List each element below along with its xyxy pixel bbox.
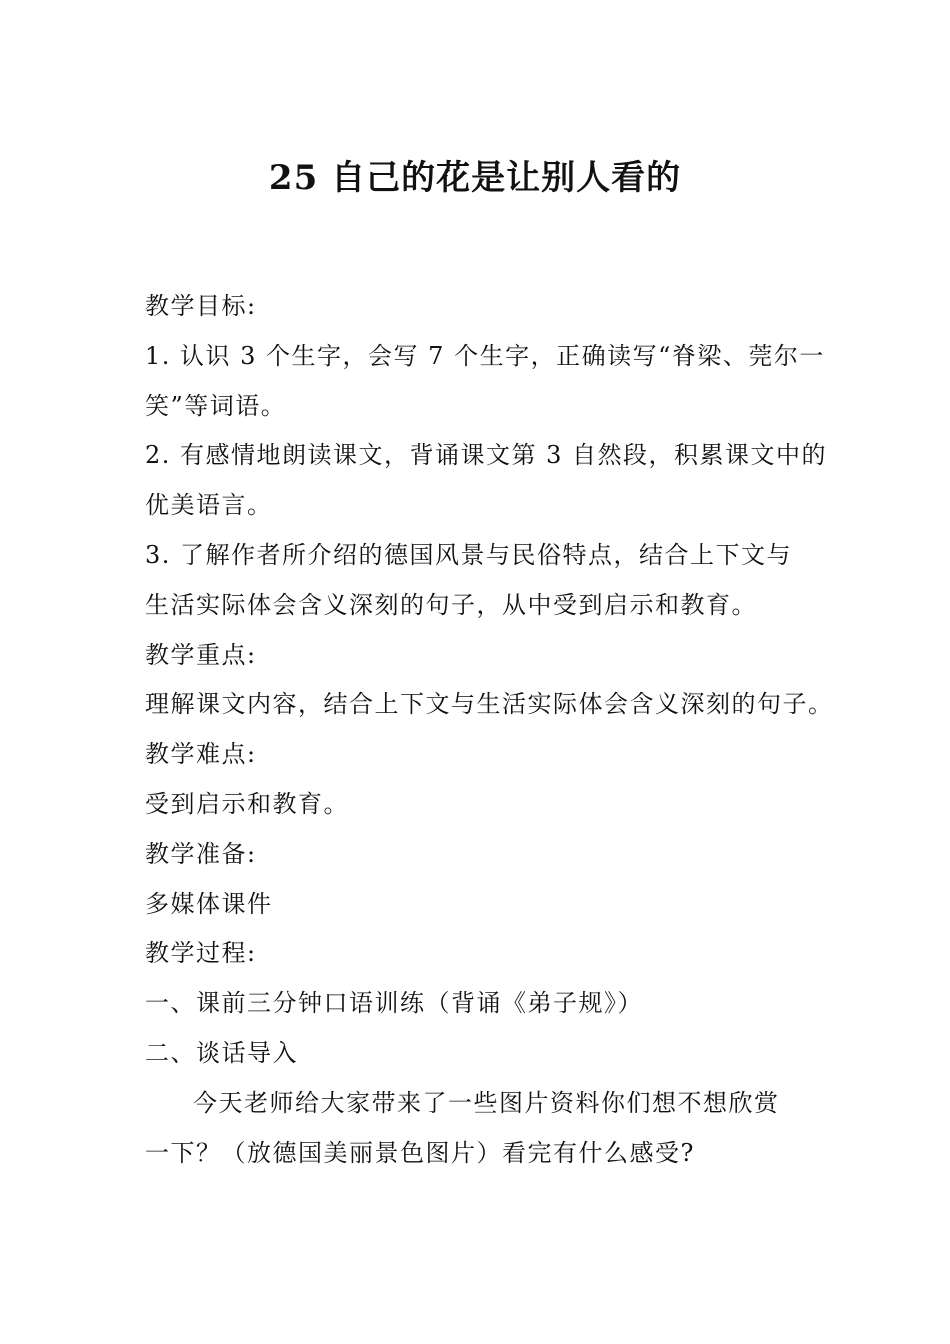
process-step-2: 二、谈话导入 (145, 1038, 298, 1067)
preparation-text: 多媒体课件 (145, 889, 273, 918)
goal-3-line-1: 3. 了解作者所介绍的德国风景与民俗特点，结合上下文与 (145, 540, 793, 569)
goal-1-line-1: 1. 认识 3 个生字，会写 7 个生字，正确读写“脊梁、莞尔一 (145, 341, 825, 370)
heading-process: 教学过程: (145, 939, 257, 968)
document-title: 25 自己的花是让别人看的 (268, 158, 682, 198)
goal-2-line-1: 2. 有感情地朗读课文，背诵课文第 3 自然段，积累课文中的 (145, 441, 828, 470)
paragraph-line-1: 今天老师给大家带来了一些图片资料你们想不想欣赏 (193, 1088, 780, 1117)
heading-preparation: 教学准备: (145, 839, 257, 868)
difficulties-text: 受到启示和教育。 (145, 789, 349, 818)
goal-2-line-2: 优美语言。 (145, 491, 273, 520)
document-body (145, 282, 834, 1178)
heading-teaching-goals: 教学目标: (145, 292, 257, 320)
paragraph-line-2: 一下？（放德国美丽景色图片）看完有什么感受? (145, 1138, 695, 1167)
heading-difficulties: 教学难点: (145, 740, 257, 769)
goal-1-line-2: 笑”等词语。 (145, 391, 287, 420)
process-step-1: 一、课前三分钟口语训练（背诵《弟子规》） (145, 989, 643, 1018)
heading-key-points: 教学重点: (145, 640, 257, 669)
goal-3-line-2: 生活实际体会含义深刻的句子，从中受到启示和教育。 (145, 590, 757, 619)
key-points-text: 理解课文内容，结合上下文与生活实际体会含义深刻的句子。 (145, 690, 834, 719)
